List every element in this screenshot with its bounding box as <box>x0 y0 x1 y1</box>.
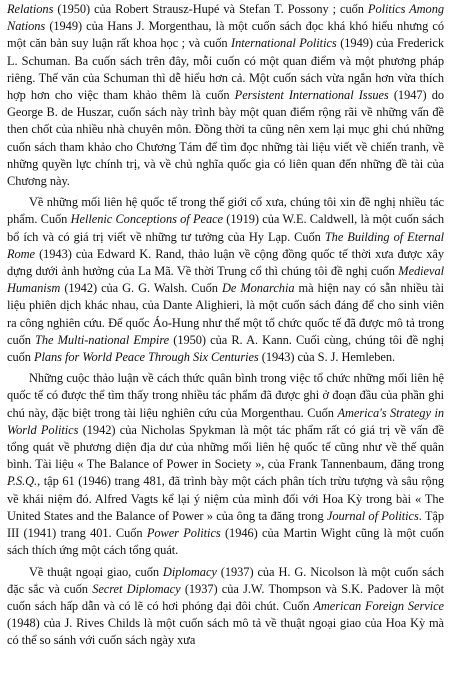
text-run: (1949) của Frederick L. Schuman. Ba cuốn sách trên đây, mỗi cuốn có một quan điểm và một phương pháp riêng. Thế văn của Schuman thì dễ hiểu hơn cả. Một cuốn sách vừa ngắn hơn vừa thích hợp hơn cho việc tham khảo thêm là cuốn <box>7 36 444 103</box>
text-run: (1942) của G. G. Walsh. Cuốn <box>60 281 222 296</box>
text-run: Về thuật ngoại giao, cuốn <box>29 564 163 579</box>
text-run: (1943) của Edward K. Rand, thảo luận về cộng đồng quốc tế thời xưa được xây dựng dưới ảnh hưởng của La Mã. Về thời Trung cổ thì chúng tôi đề nghị cuốn <box>7 246 444 279</box>
book-title: Power Politics <box>146 526 221 541</box>
book-title: The Multi-national Empire <box>35 332 170 347</box>
book-title: P.S.Q. <box>7 474 38 489</box>
text-run: Những cuộc thảo luận về cách thức quân bình trong việc tổ chức những mối liên hệ quốc tế có được thể tìm thấy trong nhiều tác phẩm đã được ghi ở đoạn đầu của phần ghi chú này, đặc biệt trong tài liệu nghiên cứu của Morgenthau. Cuốn <box>7 371 444 420</box>
text-run: (1937) của J.W. Thompson và S.K. Padover là một cuốn sách hấp dẫn và có lẽ có hơi phóng đại đôi chút. Cuốn <box>7 581 444 613</box>
text-run: mà hiện nay có sẵn nhiều tài liệu phiên dịch khác nhau, của Dante Alighieri, là một cuốn sách đáng để cho sinh viên ra công nghiên cứu. Để quốc Áo-Hung như thế một tổ chức quốc tế đã được mô tả trong cuốn <box>7 281 444 347</box>
paragraph <box>7 370 444 559</box>
text-run: (1950) của R. A. Kann. Cuối cùng, chúng tôi đề nghị cuốn <box>7 332 445 365</box>
text-run: (1943) của S. J. Hemleben. <box>258 350 396 365</box>
book-title: Relations <box>7 2 54 16</box>
paragraph <box>7 564 444 650</box>
text-run: . Tập III (1941) trang 401. Cuốn <box>7 508 444 541</box>
text-run: (1948) của J. Rives Childs là một cuốn sách mô tả về thuật ngoại giao của Hoa Kỳ mà có thể so sánh với cuốn sách ngày xưa <box>7 616 444 648</box>
text-run: , tập 61 (1946) trang 481, đã trình bày một cách phân tích trừu tượng và sâu rộng về khái niệm đó. Alfred Vagts kể lại ý niệm của mình đối với Hoa Kỳ trong bài « The United States and the Balance of Power » của ông ta đăng trong <box>7 474 444 523</box>
text-run: Về những mối liên hệ quốc tế trong thế giới cổ xưa, chúng tôi xin đề nghị nhiều tác phẩm. Cuốn <box>7 195 444 227</box>
book-title: Hellenic Conceptions of Peace <box>70 212 223 227</box>
book-title: Diplomacy <box>162 564 217 579</box>
book-title: De Monarchia <box>221 281 295 296</box>
paragraph <box>7 194 444 366</box>
book-title: The Building of Eternal Rome <box>7 229 444 261</box>
book-title: Secret Diplomacy <box>92 581 181 596</box>
book-title: Medieval Humanism <box>7 264 444 296</box>
book-title: Persistent International Issues <box>234 88 389 103</box>
book-title: America's Strategy in World Politics <box>7 405 444 437</box>
text-run: (1937) của H. G. Nicolson là một cuốn sách đặc sắc và cuốn <box>7 564 444 596</box>
book-title: Politics Among Nations <box>7 2 444 34</box>
book-title: Journal of Politics <box>326 508 419 523</box>
text-run: (1919) của W.E. Caldwell, là một cuốn sách bổ ích và có giá trị viết về những tư tưởng của Hy Lạp. Cuốn <box>7 212 444 244</box>
book-title: International Politics <box>231 36 337 51</box>
text-run: (1947) do George B. de Huszar, cuốn sách này trình bày một quan điểm rộng rãi về những vấn đề then chốt của nhiều nhà chuyên môn. Đồng thời ta cũng nên xem lại mục ghi chú những cuốn sách tham khảo cho Chương Tám để tìm đọc những tài liệu viết về chiến tranh, về những quyền lực chính trị, và về chủ nghĩa quốc gia có liên quan đến những đề tài của Chương này. <box>7 88 444 189</box>
text-run: (1949) của Hans J. Morgenthau, là một cuốn sách đọc khá khó hiểu nhưng có một căn bản suy luận rất khoa học ; và cuốn <box>7 19 444 51</box>
book-title: Plans for World Peace Through Six Centuries <box>33 350 259 365</box>
text-run: (1950) của Robert Strausz-Hupé và Stefan T. Possony ; cuốn <box>53 2 368 16</box>
body-text <box>7 1 444 650</box>
book-title: American Foreign Service <box>313 598 444 613</box>
paragraph <box>7 1 444 190</box>
text-run: (1942) của Nicholas Spykman là một tác phẩm rất có giá trị về vấn đề tổng quát về phương diện địa dư của những mối liên hệ quốc tế cũng như về thế quân bình. Tài liệu « The Balance of Power in Society », của Frank Tannenbaum, đăng trong <box>7 422 444 472</box>
text-run: (1946) của Martin Wight cũng là một cuốn sách thích ứng một cách tổng quát. <box>7 526 445 558</box>
